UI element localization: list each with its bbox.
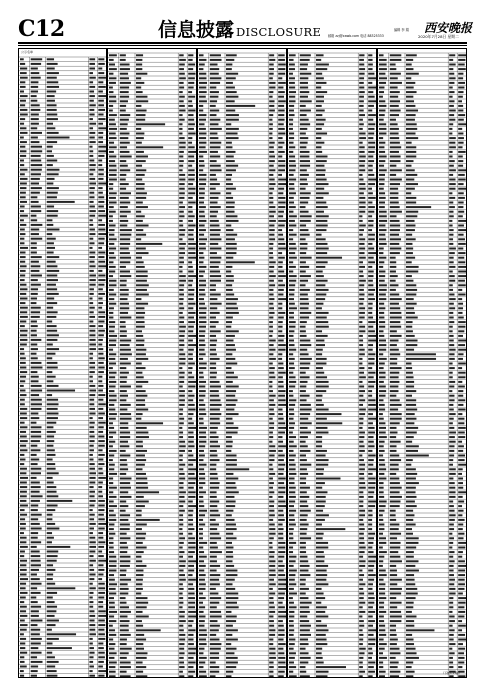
listing-block bbox=[107, 48, 197, 678]
listing-block bbox=[197, 48, 287, 678]
listing-column-table bbox=[108, 49, 197, 678]
listing-block bbox=[287, 48, 377, 678]
listing-column-table bbox=[19, 49, 107, 678]
listing-column-table bbox=[378, 49, 467, 678]
section-title-cn: 信息披露 bbox=[158, 19, 235, 41]
page-number: C12 bbox=[18, 16, 65, 42]
masthead-logo: 西安晚报 bbox=[424, 21, 473, 35]
header-rule bbox=[18, 42, 467, 44]
section-title bbox=[158, 19, 321, 43]
listing-column-table bbox=[288, 49, 377, 678]
listing-block bbox=[377, 48, 467, 678]
listing-column-table bbox=[198, 49, 287, 678]
continued-note: （下转C13版） bbox=[441, 671, 462, 675]
table-caption: 公示名单 bbox=[21, 50, 34, 54]
contact-line: 邮箱 zzj@xawb.com 电话 88325333 bbox=[328, 34, 384, 38]
section-title-en: DISCLOSURE bbox=[236, 25, 322, 39]
header-rule-thin bbox=[18, 45, 467, 46]
publication-date: 2020年7月28日 星期二 bbox=[418, 34, 459, 39]
listing-block bbox=[18, 48, 107, 678]
editor-line: 编辑 李 娟 bbox=[394, 28, 409, 32]
